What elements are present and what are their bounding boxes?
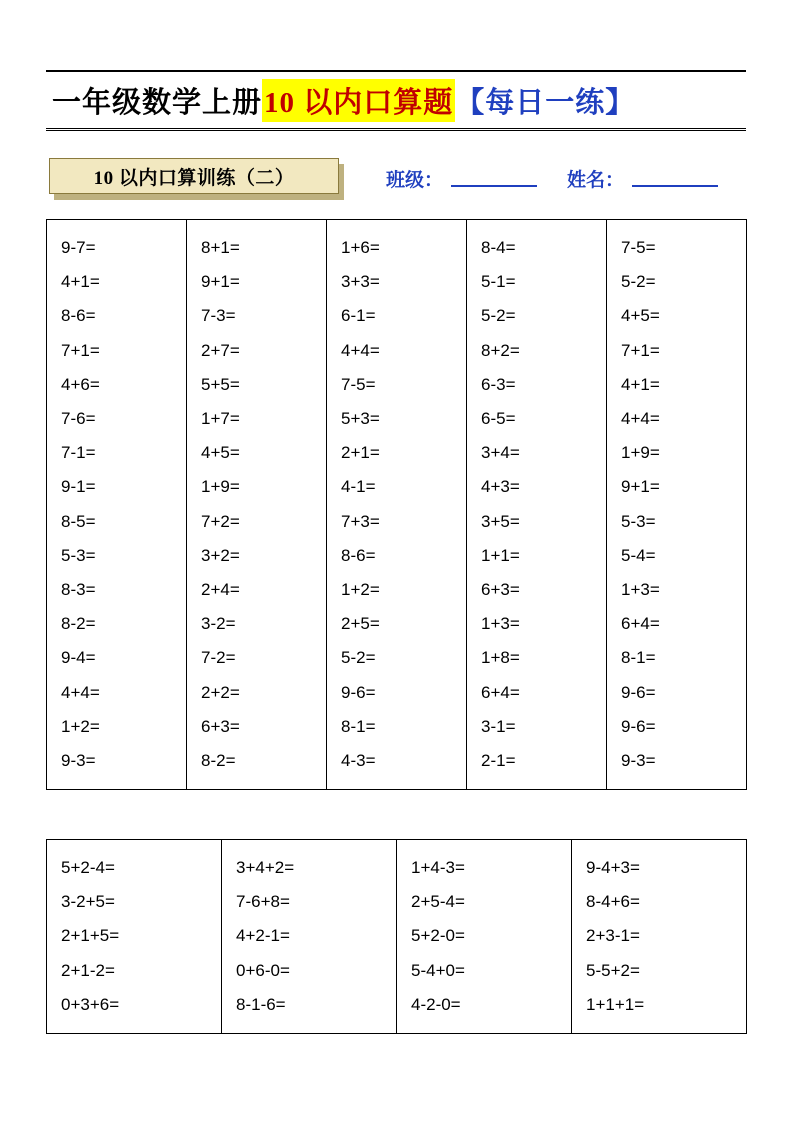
student-fields	[386, 160, 746, 196]
problem-cell: 9-4+3=	[586, 858, 640, 877]
problem-cell: 4+4=	[341, 340, 380, 360]
problem-cell: 7-3=	[201, 306, 236, 326]
problem-cell: 7-5=	[621, 238, 656, 257]
problem-cell: 9-3=	[61, 751, 96, 771]
problem-cell: 8+2=	[481, 340, 520, 360]
problem-cell: 3-2+5=	[61, 892, 115, 912]
problem-cell: 6-3=	[481, 374, 516, 394]
problem-cell: 9-6=	[621, 682, 656, 702]
class-input-line[interactable]	[451, 169, 537, 187]
problem-cell: 1+6=	[341, 238, 380, 257]
mixed-column-4	[572, 840, 746, 1033]
problem-cell: 2+5-4=	[411, 892, 465, 912]
problem-cell: 2+5=	[341, 614, 380, 634]
problem-cell: 1+1+1=	[586, 994, 645, 1014]
header-rule-bottom	[46, 128, 746, 131]
problem-cell: 8-1=	[341, 716, 376, 736]
problem-cell: 4+2-1=	[236, 926, 290, 946]
problem-cell: 4+6=	[61, 374, 100, 394]
problem-cell: 5+5=	[201, 374, 240, 394]
problem-cell: 3-2=	[201, 614, 236, 634]
header-title-line	[46, 74, 746, 126]
problem-cell: 9-3=	[621, 751, 656, 771]
problem-cell: 7+1=	[61, 340, 100, 360]
problem-cell: 2+2=	[201, 682, 240, 702]
problem-cell: 9+1=	[621, 477, 660, 497]
problem-cell: 5-4+0=	[411, 960, 465, 980]
problem-cell: 1+3=	[481, 614, 520, 634]
problem-column-5	[607, 220, 746, 789]
problem-cell: 3+5=	[481, 511, 520, 531]
problem-cell: 8-1-6=	[236, 994, 286, 1014]
problem-cell: 6+4=	[621, 614, 660, 634]
problem-cell: 1+4-3=	[411, 858, 465, 877]
problem-column-1	[47, 220, 187, 789]
problem-cell: 1+7=	[201, 409, 240, 429]
problem-cell: 5-3=	[621, 511, 656, 531]
problem-cell: 4+3=	[481, 477, 520, 497]
class-label: 班级：	[386, 169, 444, 191]
problem-cell: 4-3=	[341, 751, 376, 771]
problem-cell: 9+1=	[201, 272, 240, 292]
problem-cell: 8-6=	[341, 545, 376, 565]
problem-column-2	[187, 220, 327, 789]
problem-cell: 6-5=	[481, 409, 516, 429]
problem-cell: 3+2=	[201, 545, 240, 565]
problem-cell: 9-1=	[61, 477, 96, 497]
mixed-column-1	[47, 840, 222, 1033]
problem-cell: 7-6+8=	[236, 892, 290, 912]
mixed-column-2	[222, 840, 397, 1033]
problem-cell: 1+2=	[61, 716, 100, 736]
problem-cell: 5-3=	[61, 545, 96, 565]
problem-cell: 5-5+2=	[586, 960, 640, 980]
problem-cell: 6+3=	[481, 580, 520, 600]
worksheet-header	[46, 70, 746, 132]
problem-cell: 4+1=	[621, 374, 660, 394]
name-label: 姓名：	[567, 169, 625, 191]
problem-column-3	[327, 220, 467, 789]
problem-cell: 5-1=	[481, 272, 516, 292]
problem-cell: 7-1=	[61, 443, 96, 463]
problem-column-4	[467, 220, 607, 789]
problem-cell: 8-1=	[621, 648, 656, 668]
problem-cell: 1+3=	[621, 580, 660, 600]
problem-cell: 1+2=	[341, 580, 380, 600]
problem-cell: 3+4=	[481, 443, 520, 463]
problem-cell: 5-2=	[621, 272, 656, 292]
problem-cell: 0+3+6=	[61, 994, 120, 1014]
problem-cell: 4+5=	[621, 306, 660, 326]
section-label-text: 10 以内口算训练（二）	[93, 167, 295, 189]
problem-cell: 5-2=	[341, 648, 376, 668]
title-highlight: 10 以内口算题	[262, 79, 455, 122]
problem-cell: 8-2=	[61, 614, 96, 634]
problem-cell: 2+1-2=	[61, 960, 115, 980]
problem-cell: 8-4=	[481, 238, 516, 257]
problem-cell: 9-6=	[341, 682, 376, 702]
problem-cell: 6+3=	[201, 716, 240, 736]
problem-cell: 8-4+6=	[586, 892, 640, 912]
problem-cell: 4+4=	[621, 409, 660, 429]
problem-cell: 4-2-0=	[411, 994, 461, 1014]
problem-cell: 5-4=	[621, 545, 656, 565]
problem-cell: 2+7=	[201, 340, 240, 360]
problem-cell: 3+3=	[341, 272, 380, 292]
header-rule-top	[46, 70, 746, 72]
problem-cell: 1+9=	[621, 443, 660, 463]
problem-cell: 4+4=	[61, 682, 100, 702]
problem-cell: 7+2=	[201, 511, 240, 531]
problem-cell: 7-5=	[341, 374, 376, 394]
section-label-box	[49, 158, 339, 194]
problem-cell: 5+2-4=	[61, 858, 115, 877]
problem-cell: 2+4=	[201, 580, 240, 600]
mixed-column-3	[397, 840, 572, 1033]
problem-cell: 8-2=	[201, 751, 236, 771]
problem-cell: 6-1=	[341, 306, 376, 326]
problem-cell: 4-1=	[341, 477, 376, 497]
problem-cell: 2+3-1=	[586, 926, 640, 946]
problem-cell: 9-6=	[621, 716, 656, 736]
problem-cell: 4+1=	[61, 272, 100, 292]
problem-cell: 8+1=	[201, 238, 240, 257]
problem-cell: 1+1=	[481, 545, 520, 565]
problem-cell: 9-4=	[61, 648, 96, 668]
name-input-line[interactable]	[632, 169, 718, 187]
problem-cell: 5+2-0=	[411, 926, 465, 946]
problem-cell: 1+8=	[481, 648, 520, 668]
problem-cell: 8-5=	[61, 511, 96, 531]
problem-cell: 7+3=	[341, 511, 380, 531]
problem-cell: 5+3=	[341, 409, 380, 429]
problem-cell: 7-6=	[61, 409, 96, 429]
problem-cell: 5-2=	[481, 306, 516, 326]
problems-grid-top	[46, 219, 747, 790]
problem-cell: 2+1=	[341, 443, 380, 463]
problem-cell: 7+1=	[621, 340, 660, 360]
problem-cell: 6+4=	[481, 682, 520, 702]
problem-cell: 8-6=	[61, 306, 96, 326]
problem-cell: 2+1+5=	[61, 926, 120, 946]
problem-cell: 9-7=	[61, 238, 96, 257]
subheader-row	[46, 158, 746, 200]
problem-cell: 8-3=	[61, 580, 96, 600]
problem-cell: 1+9=	[201, 477, 240, 497]
title-grade-subject: 一年级数学上册	[52, 86, 263, 119]
problem-cell: 4+5=	[201, 443, 240, 463]
title-suffix: 【每日一练】	[455, 86, 636, 119]
problem-cell: 2-1=	[481, 751, 516, 771]
problem-cell: 0+6-0=	[236, 960, 290, 980]
problem-cell: 3+4+2=	[236, 858, 295, 877]
problems-grid-bottom	[46, 839, 747, 1034]
problem-cell: 3-1=	[481, 716, 516, 736]
problem-cell: 7-2=	[201, 648, 236, 668]
